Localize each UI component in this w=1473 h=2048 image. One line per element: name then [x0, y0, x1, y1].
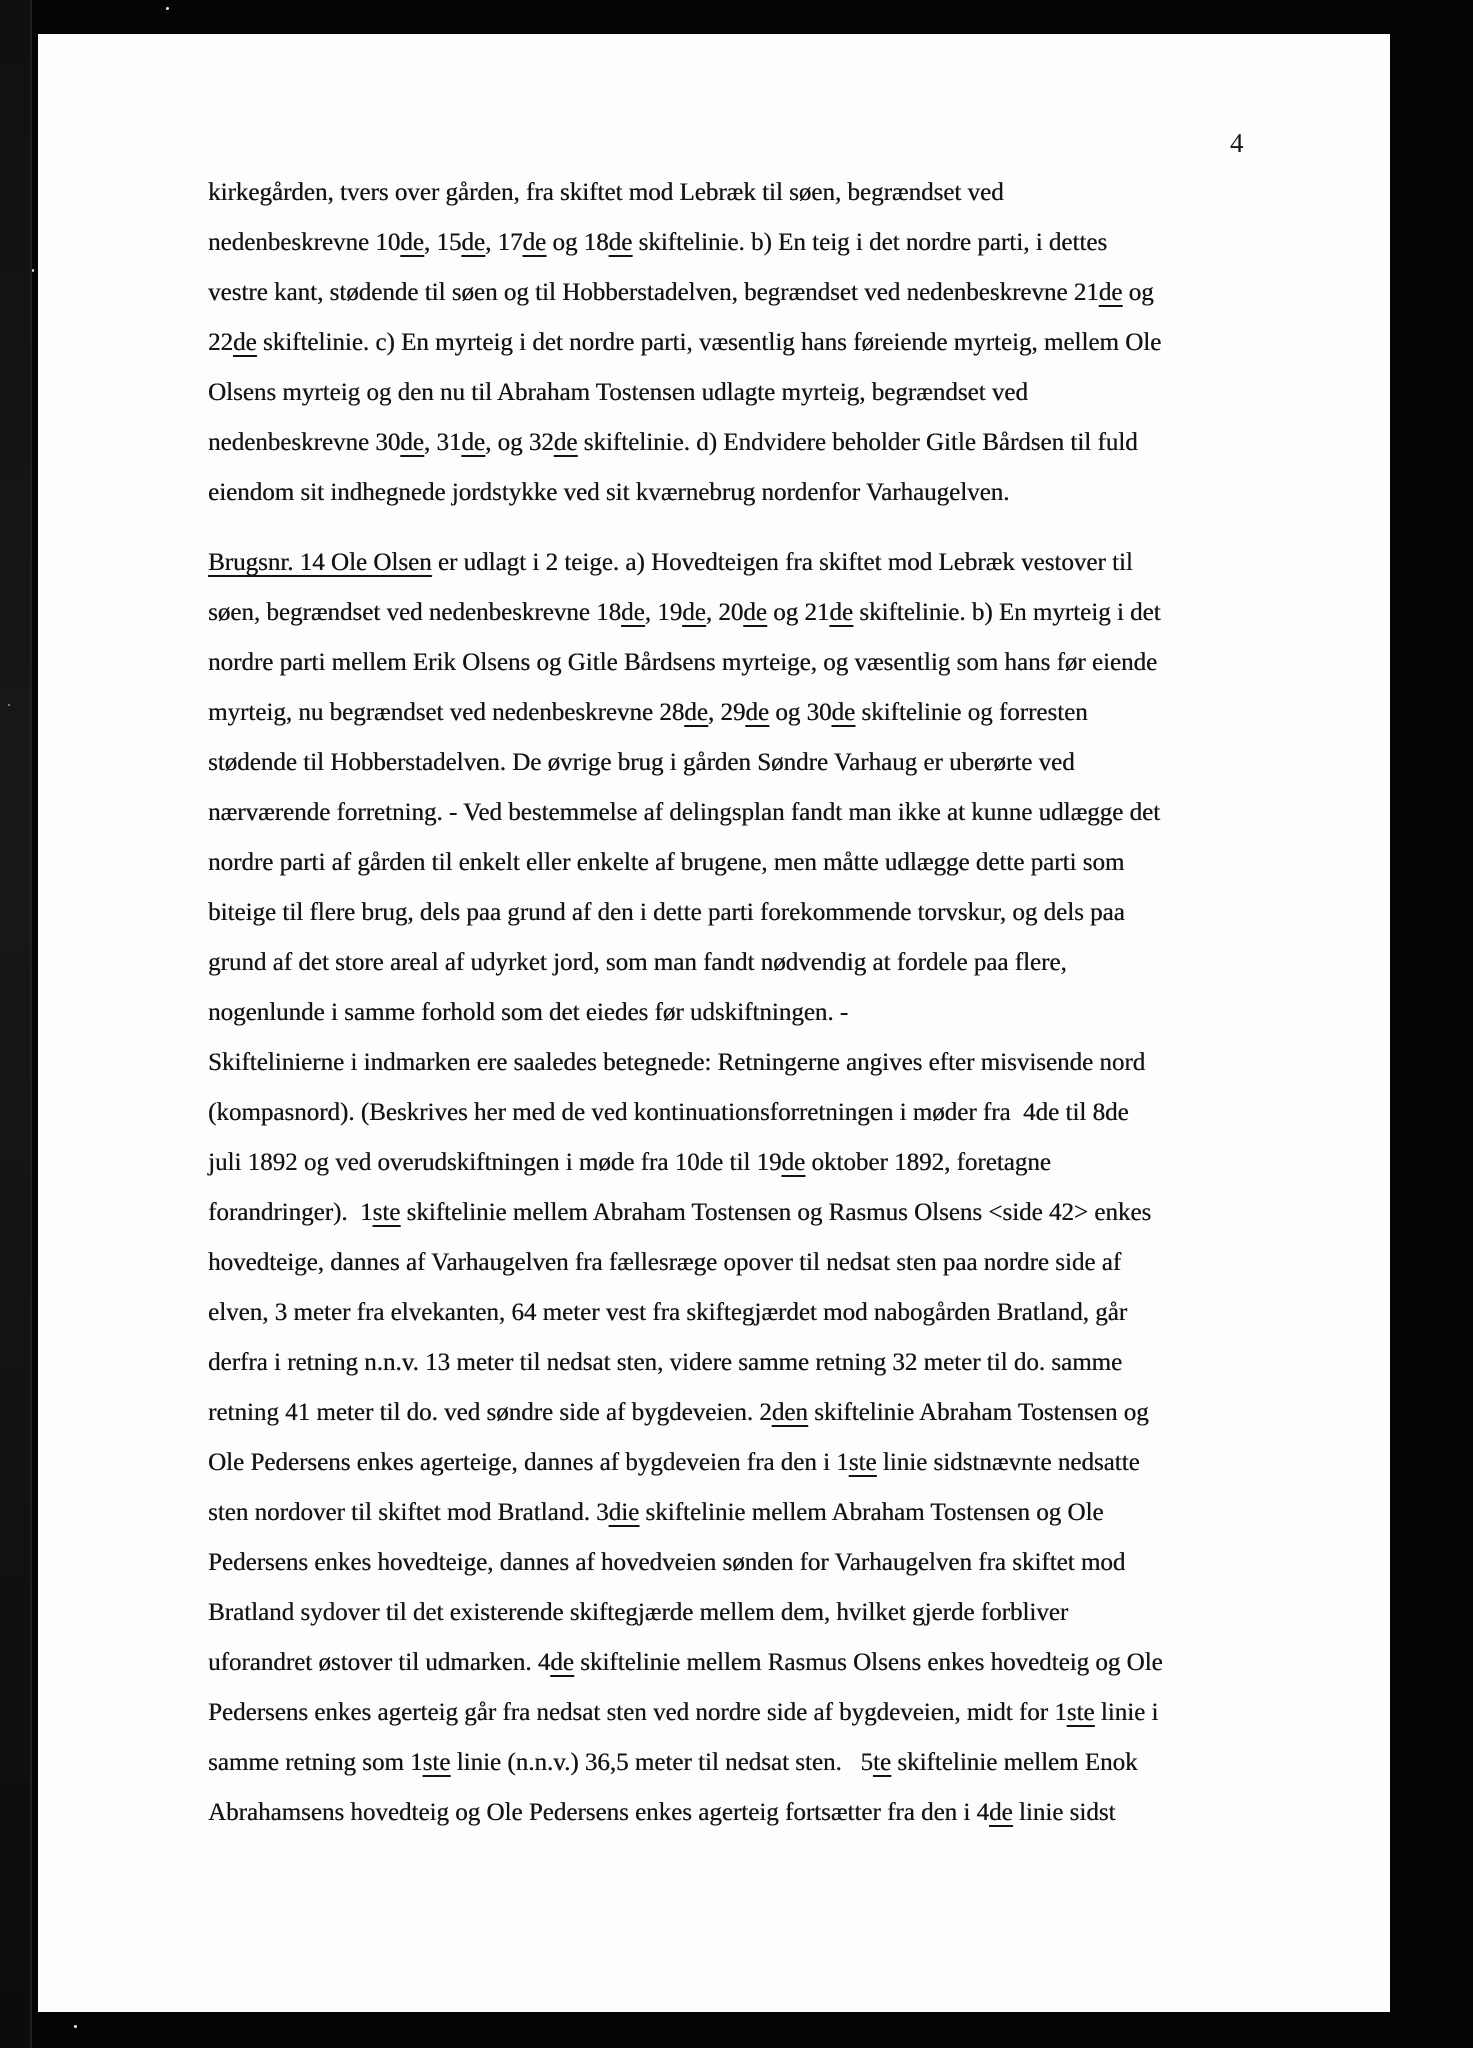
text-line: Abrahamsens hovedteig og Ole Pedersens enkes agerteig fortsætter fra den i 4de linie sidst: [208, 1799, 1116, 1826]
text-line: (kompasnord). (Beskrives her med de ved kontinuationsforretningen i møder fra 4de til 8de: [208, 1099, 1129, 1126]
page-number: 4: [1230, 128, 1244, 158]
text-line: Brugsnr. 14 Ole Olsen er udlagt i 2 teige. a) Hovedteigen fra skiftet mod Lebræk vestover til: [208, 549, 1133, 576]
text-line: nordre parti mellem Erik Olsens og Gitle Bårdsens myrteige, og væsentlig som hans før eiende: [208, 649, 1158, 676]
text-line: Ole Pedersens enkes agerteige, dannes af bygdeveien fra den i 1ste linie sidstnævnte nedsatte: [208, 1449, 1140, 1476]
text-line: samme retning som 1ste linie (n.n.v.) 36,5 meter til nedsat sten. 5te skiftelinie mellem Enok: [208, 1749, 1138, 1776]
text-line: retning 41 meter til do. ved søndre side af bygdeveien. 2den skiftelinie Abraham Tostensen og: [208, 1399, 1149, 1426]
dust-speck: [166, 7, 169, 10]
text-line: nedenbeskrevne 30de, 31de, og 32de skiftelinie. d) Endvidere beholder Gitle Bårdsen til fuld: [208, 429, 1138, 456]
document-page: [38, 34, 1390, 2012]
text-block: [208, 168, 1308, 1838]
text-line: Bratland sydover til det existerende skiftegjærde mellem dem, hvilket gjerde forbliver: [208, 1599, 1069, 1626]
text-line: Olsens myrteig og den nu til Abraham Tostensen udlagte myrteig, begrændset ved: [208, 379, 1028, 406]
text-line: biteige til flere brug, dels paa grund af den i dette parti forekommende torvskur, og dels paa: [208, 899, 1125, 926]
text-line: Skiftelinierne i indmarken ere saaledes betegnede: Retningerne angives efter misvisende nord: [208, 1049, 1146, 1076]
text-line: hovedteige, dannes af Varhaugelven fra fællesræge opover til nedsat sten paa nordre side af: [208, 1249, 1122, 1276]
text-line: grund af det store areal af udyrket jord, som man fandt nødvendig at fordele paa flere,: [208, 949, 1067, 976]
text-line: forandringer). 1ste skiftelinie mellem Abraham Tostensen og Rasmus Olsens <side 42> enkes: [208, 1199, 1152, 1226]
text-line: juli 1892 og ved overudskiftningen i møde fra 10de til 19de oktober 1892, foretagne: [208, 1149, 1051, 1176]
text-line: elven, 3 meter fra elvekanten, 64 meter vest fra skiftegjærdet mod nabogården Bratland, går: [208, 1299, 1128, 1326]
text-line: derfra i retning n.n.v. 13 meter til nedsat sten, videre samme retning 32 meter til do. samme: [208, 1349, 1123, 1376]
text-line: nordre parti af gården til enkelt eller enkelte af brugene, men måtte udlægge dette parti som: [208, 849, 1125, 876]
dust-speck: [32, 269, 34, 272]
text-line: vestre kant, stødende til søen og til Hobberstadelven, begrændset ved nedenbeskrevne 21de og: [208, 279, 1154, 306]
text-line: søen, begrændset ved nedenbeskrevne 18de, 19de, 20de og 21de skiftelinie. b) En myrteig i det: [208, 599, 1161, 626]
text-line: 22de skiftelinie. c) En myrteig i det nordre parti, væsentlig hans føreiende myrteig, mellem Ole: [208, 329, 1162, 356]
paragraph: [208, 168, 1308, 518]
text-line: nærværende forretning. - Ved bestemmelse af delingsplan fandt man ikke at kunne udlægge det: [208, 799, 1161, 826]
text-line: eiendom sit indhegnede jordstykke ved sit kværnebrug nordenfor Varhaugelven.: [208, 479, 1010, 506]
dust-speck: [8, 704, 10, 706]
text-line: sten nordover til skiftet mod Bratland. 3die skiftelinie mellem Abraham Tostensen og Ole: [208, 1499, 1104, 1526]
text-line: kirkegården, tvers over gården, fra skiftet mod Lebræk til søen, begrændset ved: [208, 179, 1004, 206]
scanner-left-edge: [0, 0, 32, 2048]
text-line: Pedersens enkes agerteig går fra nedsat sten ved nordre side af bygdeveien, midt for 1ste linie i: [208, 1699, 1159, 1726]
dust-speck: [74, 2025, 77, 2028]
text-line: myrteig, nu begrændset ved nedenbeskrevne 28de, 29de og 30de skiftelinie og forresten: [208, 699, 1088, 726]
text-line: nedenbeskrevne 10de, 15de, 17de og 18de skiftelinie. b) En teig i det nordre parti, i dettes: [208, 229, 1108, 256]
paragraph: [208, 538, 1308, 1838]
text-line: uforandret østover til udmarken. 4de skiftelinie mellem Rasmus Olsens enkes hovedteig og Ole: [208, 1649, 1163, 1676]
text-line: nogenlunde i samme forhold som det eiedes før udskiftningen. -: [208, 999, 849, 1026]
text-line: stødende til Hobberstadelven. De øvrige brug i gården Søndre Varhaug er uberørte ved: [208, 749, 1075, 776]
text-line: Pedersens enkes hovedteige, dannes af hovedveien sønden for Varhaugelven fra skiftet mod: [208, 1549, 1126, 1576]
